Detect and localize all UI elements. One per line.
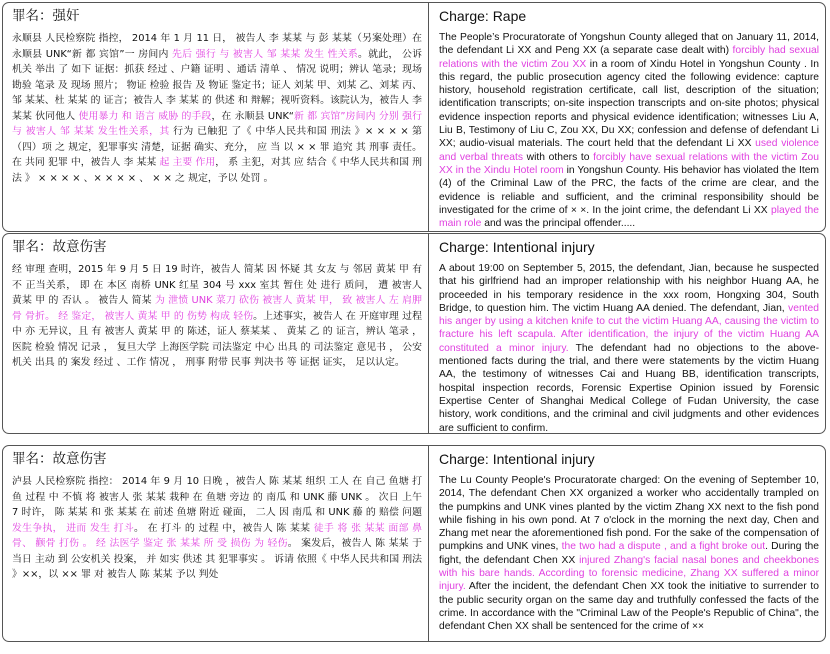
highlighted-phrase: 起 主要 作用 (159, 157, 216, 168)
case-text-zh (12, 262, 422, 371)
text-segment: 永顺县 人民检察院 指控， 2014 年 1 月 11 日， 被告人 李 某某 与 彭 某某（另案处理）在 永顺县 UNK“新 都 宾馆”一 房间内 (12, 33, 422, 60)
highlighted-phrase: played the main role (439, 204, 819, 230)
charge-title-zh: 罪名：强奸 (12, 8, 80, 24)
text-segment: 行为 已触犯 了《 中华人民共和国 刑法 》× × × × 第（四）项 之 规定，犯罪事实 清楚，证据 确实、充分， 应 当 以 × × 罪 追究 其 刑事 责任。在 共同 犯罪 中，被告人 李 某某 (12, 126, 422, 168)
text-segment: 经 审理 查明，2015 年 9 月 5 日 19 时许，被告人 简某 因 怀疑 其 女友 与 邻居 黄某 甲 有 不 正当关系， 即 在 本区 南桥 UNK 红星 304 号 xxx 室其 暂住 处 进行 质问， 遭 被害人 黄某 甲 的 否认 。 被告人 简某 (12, 264, 422, 306)
text-segment: The defendant had no objections to the above-mentioned facts during the trial, and there were statements by the victim Huang AA, the testimony of witnesses Cai and Huang BB, identification transcripts, hospital inspection records, Forensic Expertise Opinion issued by Forensic Expertise Center of Shanghai Medical College of Fudan University, the case history, work conditions, and the criminal and civil judgments and other evidences are sufficient to confirm. (439, 342, 820, 434)
text-segment: After the incident, the defendant Chen XX took the initiative to surrender to the public security organ on the same day and truthfully confessed the facts of the crime. In accordance with the "Criminal Law of the People's Republic of China", the defendant Chen XX shall be sentenced for the crime of ×× (439, 581, 819, 633)
text-segment: 泸县 人民检察院 指控： 2014 年 9 月 10 日晚 ，被告人 陈 某某 组织 工人 在 自己 鱼塘 打鱼 过程 中 不慎 将 被害人 张 某某 栽种 在 鱼塘 旁边 的 南瓜 和 UNK 藤 UNK 。 次日 上午 7 时许， 陈 某某 和 张 某某 在 前述 鱼塘 附近 碰面， 二人 因 南瓜 和 UNK 藤 的 赔偿 问题 (12, 476, 422, 518)
case-text-en (439, 31, 819, 230)
text-segment: The Lu County People's Procuratorate charged: On the evening of September 10, 2014, The defendant Chen XX organized a worker who accidentally trampled on the pumpkins and UNK vines planted by the victim Zhang XX next to the fish pond while fishing in his own pond. At 7 o'clock in the morning the next day, Chen and Zhang met near the aforementioned fish pond. For the sake of the compensation of pumpkins and UNK vines, (439, 475, 819, 553)
text-segment: 。就此， 公诉 机关 举出 了 如下 证据：抓获 经过 、户籍 证明 、通话 清单 、 情况 说明；辨认 笔录；现场 勘验 笔录 及 现场 照片； 物证 检验 报告 及 物证 鉴定书；证人 刘某 甲、刘某 乙、刘某 丙、邹 某某、杜 某某 的 证言；被告人 李 某某 的 供述 和 辩解；视听资料。该院认为，被告人 李 某某 伙同他人 (12, 48, 422, 122)
case-panel-2 (2, 233, 826, 434)
text-segment: The People’s Procuratorate of Yongshun County alleged that on January 11, 2014, the defendant Li XX and Peng XX (a separate case dealt with) (439, 32, 819, 57)
charge-title-zh: 罪名：故意伤害 (12, 239, 107, 255)
text-segment: 。 在 打斗 的 过程 中，被告人 陈 某某 (134, 522, 314, 534)
charge-title-zh: 罪名：故意伤害 (12, 451, 107, 467)
text-segment: . During the fight, the defendant Chen XX (439, 541, 820, 566)
charge-title-en: Charge: Intentional injury (439, 451, 595, 467)
text-segment: 。上述事实，被告人 在 开庭审理 过程 中 亦 无异议，且 有 被害人 黄某 甲 的 陈述，证人 蔡某某 、 黄某 乙 的 证言，辨认 笔录 ， 医院 检验 情况 记录 ， 复旦大学 上海医学院 司法鉴定 中心 出具 的 司法鉴定 意见书 ， 公安机关 出具 的 案发 经过 、工作 情况 ， 刑事 附带 民事 判决书 等 证据 证实， 足以认定。 (12, 310, 422, 368)
highlighted-phrase: 发生争执， 进而 发生 打斗 (12, 522, 134, 534)
chinese-column (3, 3, 429, 231)
chinese-column (3, 234, 429, 433)
text-segment: in Yongshun County. His behavior has violated the Item (4) of the Criminal Law of the PRC, the facts of the crime are clear, and the evidence is reliable and sufficient, and the criminal responsibility should be investigated for the crime of × ×. In the joint crime, the defendant Li XX (439, 164, 820, 216)
case-text-zh (12, 474, 422, 583)
text-segment: 。 案发后，被告人 陈 某某 于 当日 主动 到 公安机关 投案， 并 如实 供述 其 犯罪事实 。 诉请 依照《 中华人民共和国 刑法 》××，以 ×× 罪 对 被告人 陈 某某 予以 判处 (12, 538, 422, 580)
case-text-zh (12, 31, 422, 186)
text-segment: ，在 永顺县 UNK“ (211, 110, 294, 122)
case-panel-1 (2, 2, 826, 232)
case-text-en (439, 262, 819, 434)
text-segment: and was the principal offender..... (481, 218, 636, 230)
english-column (429, 3, 825, 231)
highlighted-phrase: 新 都 宾馆”房间内 分别 强行 与 被害人 邹 某某 发生性关系，其 (12, 110, 423, 137)
highlighted-phrase: forcibly had sexual relations with the victim Zou XX (439, 45, 819, 70)
highlighted-phrase: 先后 强行 与 被害人 邹 某某 发生 性关系 (172, 48, 359, 60)
text-segment: ， 系 主犯，对其 应 结合《 中华人民共和国 刑法 》 × × × × 、× × × × 、 × × 之 规定，予以 处罚 。 (12, 157, 422, 184)
charge-title-en: Charge: Intentional injury (439, 239, 595, 255)
highlighted-phrase: forcibly have sexual relations with the victim Zou XX in the Xindu Hotel room (439, 151, 819, 176)
highlighted-phrase: 使用暴力 和 语言 威胁 的手段 (78, 110, 212, 122)
english-column (429, 446, 825, 641)
case-text-en (439, 474, 819, 634)
text-segment: with others to (523, 151, 594, 163)
case-panel-3 (2, 445, 826, 642)
highlighted-phrase: injured Zhang's facial nasal bones and cheekbones with his bare hands. According to forensic medicine, Zhang XX suffered a minor injury. (439, 554, 819, 593)
highlighted-phrase: the two had a dispute , and a fight broke out (561, 541, 766, 553)
highlighted-phrase: used violence and verbal threats (439, 138, 820, 163)
highlighted-phrase: 徒手 将 张 某某 面部 鼻骨、 颧骨 打伤 。 经 法医学 鉴定 张 某某 所 受 损伤 为 轻伤 (12, 522, 422, 549)
text-segment: in a room of Xindu Hotel in Yongshun County . In this regard, the public prosecution agency cited the following evidence: capture history, household registration certificate, call list, description of the situation; identification transcripts; on-site inspection transcripts and on-site photos; physical evidence inspection reports and physical evidence identification; witnesses Liu A, Liu B, Testimony of Liu C, Zou XX, Du XX; confession and defense of defendant Li XX; audio-visual materials. The court held that the defendant Li XX (439, 58, 819, 150)
english-column (429, 234, 825, 433)
highlighted-phrase: vented his anger by using a kitchen knife to cut the victim Huang AA, causing the victim to fracture his left scapula. After identification, the injury of the victim Huang AA constituted a minor injury. (439, 302, 819, 354)
highlighted-phrase: 为 泄愤 UNK 菜刀 砍伤 被害人 黄某 甲， 致 被害人 左 肩胛骨 骨折。 经 鉴定， 被害人 黄某 甲 的 伤势 构成 轻伤 (12, 295, 422, 322)
charge-title-en: Charge: Rape (439, 8, 527, 24)
text-segment: A about 19:00 on September 5, 2015, the defendant, Jian, because he suspected that his girlfriend had an improper relationship with his neighbor Huang AA, he proceeded in his temporary residence in the xxx room, Hongxing 304, South Bridge, to question him. The victim Huang AA denied. The defendant, Jian, (439, 263, 819, 314)
chinese-column (3, 446, 429, 641)
